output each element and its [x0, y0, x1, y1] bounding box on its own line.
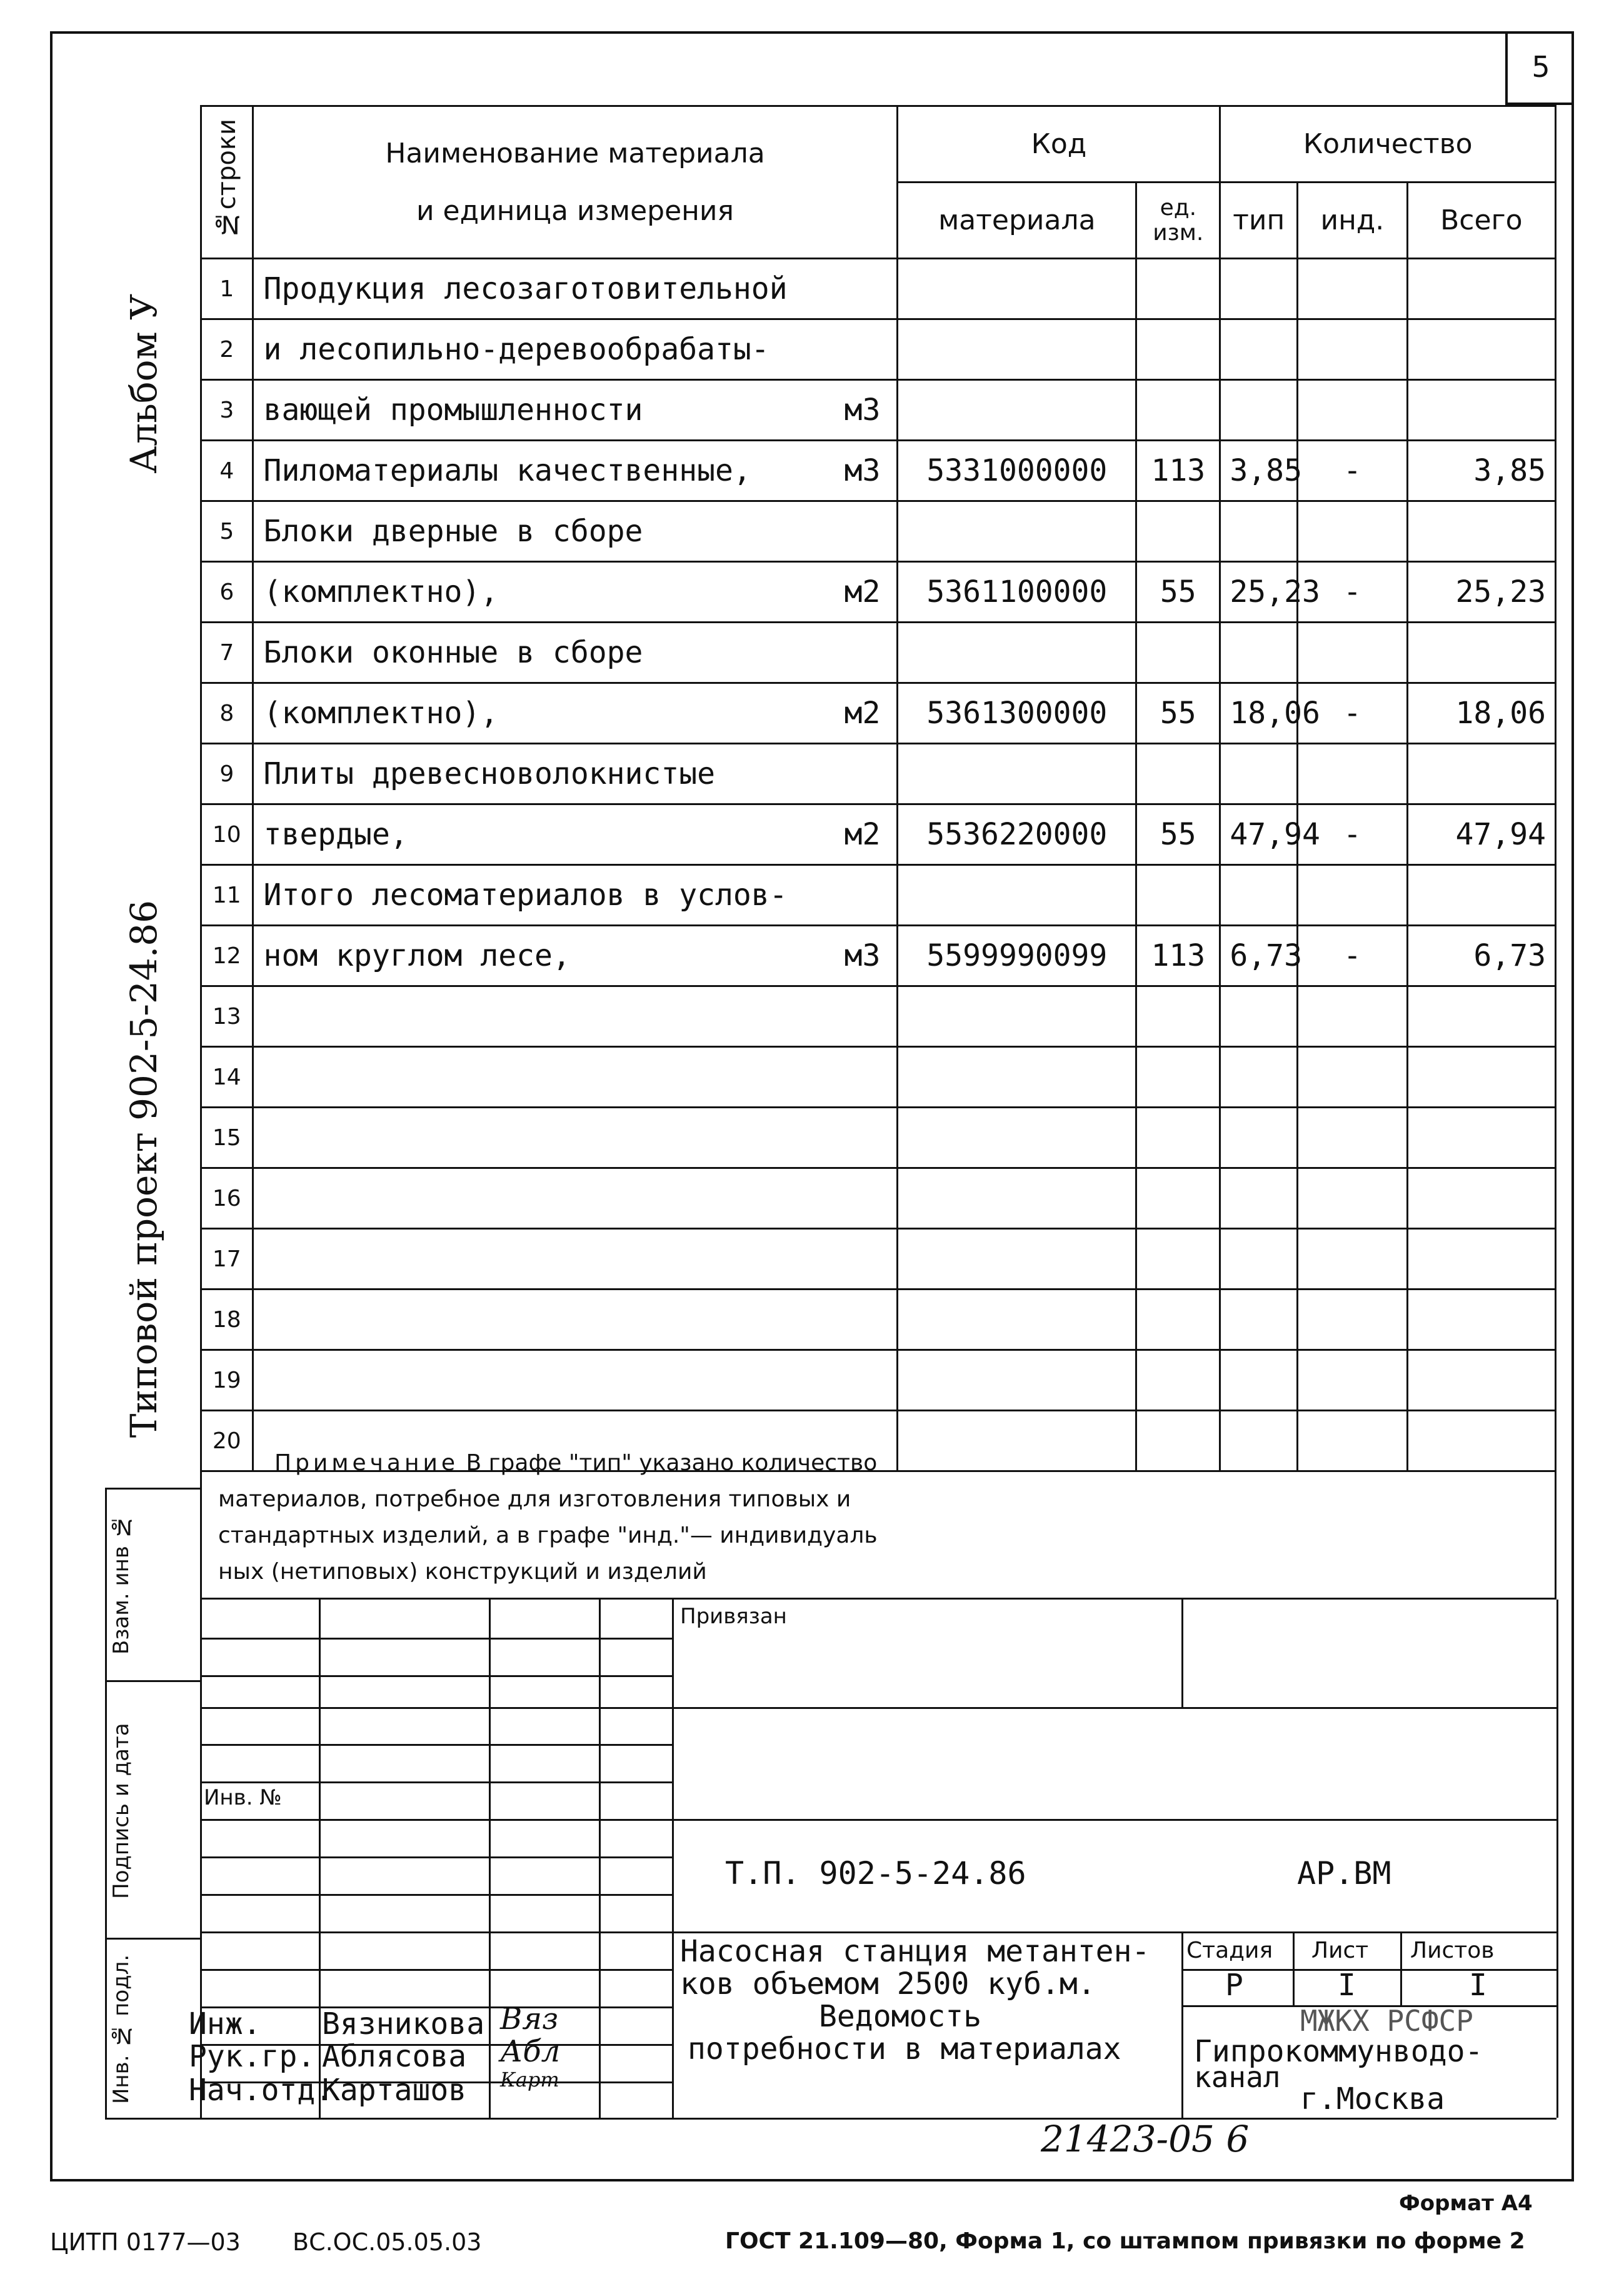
- row-type: [1220, 259, 1298, 319]
- row-unit: [1136, 1290, 1220, 1350]
- row-number: 8: [201, 683, 253, 744]
- row-ind: [1298, 380, 1407, 441]
- title-line4: потребности в материалах: [688, 2031, 1121, 2066]
- row-total: [1407, 1350, 1555, 1411]
- project-label: Типовой проект 902-5-24.86: [123, 900, 165, 1438]
- row-type: 47,94: [1220, 804, 1298, 865]
- row-number: 5: [201, 501, 253, 562]
- row-unit: [1136, 623, 1220, 683]
- row-code: [898, 319, 1136, 380]
- row-number: 17: [201, 1229, 253, 1290]
- row-ind: [1298, 1108, 1407, 1168]
- row-ind: [1298, 259, 1407, 319]
- row-total: [1407, 380, 1555, 441]
- note-line2: материалов, потребное для изготовления типовых и: [218, 1486, 851, 1512]
- row-total: [1407, 623, 1555, 683]
- row-unit: [1136, 865, 1220, 926]
- row-code: 5599990099: [898, 926, 1136, 986]
- table-row: [201, 744, 1556, 804]
- sheets-value: I: [1469, 1968, 1487, 2003]
- title-line1: Насосная станция метантен-: [680, 1934, 1150, 1969]
- table-row: [201, 380, 1556, 441]
- row-type: 3,85: [1220, 441, 1298, 501]
- row-unit-name: м2: [844, 817, 881, 852]
- row-ind: -: [1298, 926, 1407, 986]
- row-unit: [1136, 380, 1220, 441]
- signer-role: Рук.гр.: [189, 2039, 316, 2074]
- row-number: 19: [201, 1350, 253, 1411]
- row-number: 6: [201, 562, 253, 623]
- org-line3: канал: [1194, 2060, 1281, 2094]
- row-unit: [1136, 319, 1220, 380]
- row-ind: [1298, 1290, 1407, 1350]
- table-row: [201, 986, 1556, 1047]
- header-ind: инд.: [1298, 183, 1407, 259]
- row-type: [1220, 501, 1298, 562]
- row-number: 1: [201, 259, 253, 319]
- table-row: [201, 1168, 1556, 1229]
- row-unit-name: м3: [844, 938, 881, 973]
- row-total: [1407, 259, 1555, 319]
- row-total: [1407, 865, 1555, 926]
- org-line1: МЖКХ РСФСР: [1300, 2004, 1473, 2038]
- row-number: 4: [201, 441, 253, 501]
- row-unit: 55: [1136, 804, 1220, 865]
- row-ind: -: [1298, 562, 1407, 623]
- row-code: [898, 1168, 1136, 1229]
- row-total: [1407, 501, 1555, 562]
- row-type: [1220, 1229, 1298, 1290]
- signature: Карт: [500, 2068, 559, 2091]
- row-unit: [1136, 1350, 1220, 1411]
- row-unit: 55: [1136, 562, 1220, 623]
- row-number: 3: [201, 380, 253, 441]
- header-name: Наименование материала и единица измерения: [253, 106, 898, 259]
- row-unit: [1136, 1047, 1220, 1108]
- signature: Вяз: [500, 2001, 559, 2036]
- row-name: [253, 1108, 898, 1168]
- row-number: 11: [201, 865, 253, 926]
- row-unit: 55: [1136, 683, 1220, 744]
- row-type: [1220, 380, 1298, 441]
- row-name: [253, 1290, 898, 1350]
- row-ind: [1298, 744, 1407, 804]
- row-type: [1220, 1290, 1298, 1350]
- row-total: [1407, 1108, 1555, 1168]
- row-unit: [1136, 259, 1220, 319]
- row-unit: [1136, 1108, 1220, 1168]
- table-row: [201, 1047, 1556, 1108]
- table-row: [201, 1108, 1556, 1168]
- table-row: [201, 259, 1556, 319]
- row-code: [898, 501, 1136, 562]
- signature: Абл: [500, 2034, 561, 2069]
- row-code: [898, 986, 1136, 1047]
- row-unit-name: м3: [844, 453, 881, 488]
- row-total: [1407, 1229, 1555, 1290]
- sheet-label: Лист: [1311, 1938, 1369, 1963]
- inv-podl-label: Инв. № подл.: [109, 1954, 134, 2104]
- row-number: 15: [201, 1108, 253, 1168]
- row-type: 18,06: [1220, 683, 1298, 744]
- table-row: [201, 319, 1556, 380]
- row-ind: -: [1298, 683, 1407, 744]
- org-line2: Гипрокоммунводо-: [1194, 2034, 1483, 2069]
- row-unit-name: м2: [844, 696, 881, 731]
- row-type: [1220, 1350, 1298, 1411]
- row-name: [253, 1350, 898, 1411]
- row-code: [898, 1047, 1136, 1108]
- handwritten-number: 21423-05 6: [1041, 2118, 1250, 2160]
- row-unit: 113: [1136, 926, 1220, 986]
- row-unit: [1136, 501, 1220, 562]
- row-unit: 113: [1136, 441, 1220, 501]
- row-number: 2: [201, 319, 253, 380]
- header-total: Всего: [1407, 183, 1555, 259]
- row-name: Блоки дверные в сборе: [253, 501, 898, 562]
- signer-name: Вязникова: [322, 2006, 485, 2041]
- row-type: [1220, 865, 1298, 926]
- row-code: 5361100000: [898, 562, 1136, 623]
- row-ind: [1298, 865, 1407, 926]
- row-total: 6,73: [1407, 926, 1555, 986]
- row-number: 16: [201, 1168, 253, 1229]
- row-type: 6,73: [1220, 926, 1298, 986]
- header-quantity: Количество: [1220, 106, 1556, 183]
- footer-left: ЦИТП 0177—03: [50, 2228, 241, 2256]
- materials-table: [200, 105, 1556, 1472]
- row-type: 25,23: [1220, 562, 1298, 623]
- row-code: [898, 1350, 1136, 1411]
- format-label: Формат А4: [1399, 2191, 1533, 2216]
- row-name: Блоки оконные в сборе: [253, 623, 898, 683]
- sheet-value: I: [1338, 1968, 1356, 2003]
- note-line3: стандартных изделий, а в графе "инд."— индивидуаль: [218, 1523, 878, 1548]
- doc-mark: АР.ВМ: [1297, 1855, 1391, 1891]
- row-code: 5361300000: [898, 683, 1136, 744]
- row-code: [898, 380, 1136, 441]
- table-row: [201, 865, 1556, 926]
- row-unit: [1136, 744, 1220, 804]
- row-code: [898, 1108, 1136, 1168]
- row-unit: [1136, 1229, 1220, 1290]
- row-type: [1220, 623, 1298, 683]
- header-row-no: №строки: [201, 106, 253, 259]
- table-row: [201, 926, 1556, 986]
- row-name: [253, 1229, 898, 1290]
- row-total: [1407, 1290, 1555, 1350]
- row-unit-name: м2: [844, 574, 881, 609]
- row-type: [1220, 1168, 1298, 1229]
- row-ind: [1298, 1350, 1407, 1411]
- row-type: [1220, 1108, 1298, 1168]
- row-name: Пиломатериалы качественные, м3: [253, 441, 898, 501]
- note-line4: ных (нетиповых) конструкций и изделий: [218, 1559, 707, 1585]
- vzam-label: Взам. инв №: [109, 1514, 134, 1655]
- table-row: [201, 562, 1556, 623]
- signer-role: Инж.: [189, 2006, 261, 2041]
- row-unit: [1136, 1168, 1220, 1229]
- row-number: 13: [201, 986, 253, 1047]
- sheets-label: Листов: [1410, 1938, 1495, 1963]
- signer-name: Карташов: [322, 2073, 467, 2108]
- row-code: [898, 259, 1136, 319]
- row-name: ном круглом лесе, м3: [253, 926, 898, 986]
- row-type: [1220, 986, 1298, 1047]
- row-ind: [1298, 319, 1407, 380]
- row-type: [1220, 319, 1298, 380]
- album-label: Альбом У: [123, 294, 165, 474]
- row-name: и лесопильно-деревообрабаты-: [253, 319, 898, 380]
- row-code: 5536220000: [898, 804, 1136, 865]
- row-code: [898, 623, 1136, 683]
- row-ind: [1298, 1229, 1407, 1290]
- row-name: Итого лесоматериалов в услов-: [253, 865, 898, 926]
- org-line4: г.Москва: [1300, 2081, 1445, 2116]
- row-name: (комплектно), м2: [253, 683, 898, 744]
- row-name: [253, 1168, 898, 1229]
- row-ind: [1298, 986, 1407, 1047]
- row-number: 10: [201, 804, 253, 865]
- row-ind: [1298, 1047, 1407, 1108]
- row-unit-name: м3: [844, 393, 881, 428]
- signer-name: Аблясова: [322, 2039, 467, 2074]
- row-ind: [1298, 623, 1407, 683]
- header-material: материала: [898, 183, 1136, 259]
- podpis-label: Подпись и дата: [109, 1723, 134, 1900]
- row-ind: [1298, 501, 1407, 562]
- row-total: [1407, 986, 1555, 1047]
- row-code: [898, 744, 1136, 804]
- row-total: 3,85: [1407, 441, 1555, 501]
- row-code: 5331000000: [898, 441, 1136, 501]
- row-number: 9: [201, 744, 253, 804]
- row-ind: [1298, 1168, 1407, 1229]
- row-name: Продукция лесозаготовительной: [253, 259, 898, 319]
- stage-label: Стадия: [1186, 1938, 1273, 1963]
- table-row: [201, 501, 1556, 562]
- table-row: [201, 1350, 1556, 1411]
- row-code: [898, 1229, 1136, 1290]
- row-name: [253, 986, 898, 1047]
- page-number: 5: [1505, 31, 1574, 105]
- signer-role: Нач.отд.: [189, 2073, 334, 2108]
- table-row: [201, 804, 1556, 865]
- row-number: 12: [201, 926, 253, 986]
- header-code: Код: [898, 106, 1220, 183]
- row-total: 25,23: [1407, 562, 1555, 623]
- row-total: [1407, 1168, 1555, 1229]
- note-line1: В графе "тип" указано количество: [466, 1450, 878, 1476]
- row-type: [1220, 744, 1298, 804]
- row-code: [898, 865, 1136, 926]
- table-row: [201, 441, 1556, 501]
- note-title: Примечание: [274, 1450, 459, 1476]
- row-total: 18,06: [1407, 683, 1555, 744]
- inv-no-label: Инв. №: [204, 1785, 282, 1810]
- row-number: 14: [201, 1047, 253, 1108]
- row-ind: -: [1298, 441, 1407, 501]
- row-unit: [1136, 986, 1220, 1047]
- stage-value: Р: [1225, 1968, 1243, 2003]
- footer-middle: ВС.ОС.05.05.03: [293, 2228, 482, 2256]
- title-line2: ков объемом 2500 куб.м.: [680, 1966, 1096, 2001]
- row-number: 20: [201, 1411, 253, 1471]
- title-line3: Ведомость: [819, 1999, 982, 2034]
- header-unit: ед. изм.: [1136, 183, 1220, 259]
- row-name: (комплектно), м2: [253, 562, 898, 623]
- header-type: тип: [1220, 183, 1298, 259]
- table-row: [201, 1290, 1556, 1350]
- row-number: 7: [201, 623, 253, 683]
- row-total: [1407, 319, 1555, 380]
- row-number: 18: [201, 1290, 253, 1350]
- row-ind: -: [1298, 804, 1407, 865]
- row-name: [253, 1047, 898, 1108]
- privyazan-label: Привязан: [680, 1604, 787, 1629]
- note-block: [200, 1445, 1556, 1600]
- row-total: [1407, 1047, 1555, 1108]
- table-row: [201, 623, 1556, 683]
- row-code: [898, 1290, 1136, 1350]
- doc-code: Т.П. 902-5-24.86: [725, 1855, 1026, 1891]
- footer-right: ГОСТ 21.109—80, Форма 1, со штампом привязки по форме 2: [725, 2228, 1525, 2254]
- row-total: [1407, 744, 1555, 804]
- table-row: [201, 683, 1556, 744]
- row-name: твердые, м2: [253, 804, 898, 865]
- row-type: [1220, 1047, 1298, 1108]
- table-row: [201, 1229, 1556, 1290]
- row-total: 47,94: [1407, 804, 1555, 865]
- row-name: вающей промышленности м3: [253, 380, 898, 441]
- row-name: Плиты древесноволокнистые: [253, 744, 898, 804]
